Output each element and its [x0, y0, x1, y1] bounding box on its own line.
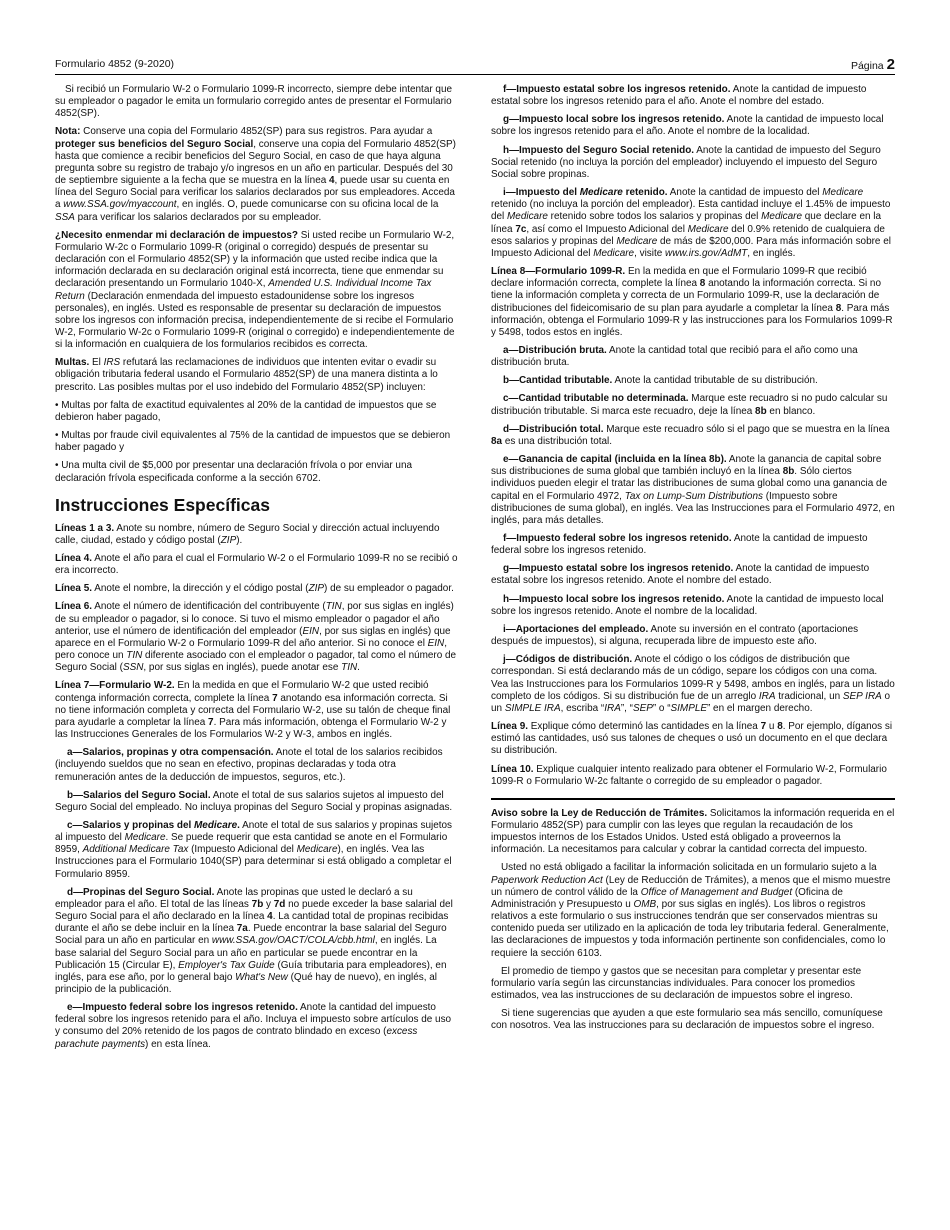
paragraph: a—Distribución bruta. Anote la cantidad total que recibió para el año como una distribución bruta. [491, 344, 858, 369]
paragraph: El promedio de tiempo y gastos que se necesitan para completar y presentar este formulario varía según las circunstancias individuales. Para conocer los promedios estimados, vea las instrucciones de su declaración de impuestos sobre el ingreso. [491, 965, 862, 1001]
bullet-item: • Multas por fraude civil equivalentes al 75% de la cantidad de impuestos que se debieron haber pagado y [55, 430, 451, 454]
paragraph: Línea 5. Anote el nombre, la dirección y el código postal (ZIP) de su empleador o pagador. [55, 583, 454, 595]
paragraph: Línea 4. Anote el año para el cual el Formulario W-2 o el Formulario 1099-R no se recibió o era incorrecto. [55, 553, 458, 577]
paragraph: Línea 10. Explique cualquier intento realizado para obtener el Formulario W-2, Formulario 1099-R o Formulario W-2c faltante o corregido de su empleador o pagador. [491, 763, 887, 787]
page-number: 2 [886, 56, 895, 73]
paragraph: j—Códigos de distribución. Anote el código o los códigos de distribución que correspondan. Si está declarando más de un código, separe los códigos con una coma. Vea las Instrucciones para los Formularios 1099-R y 5498, ambos en inglés, para un listado completo de los códigos. Si su distribución fue de un arreglo IRA tradicional, un SEP IRA o un SIMPLE IRA, escriba “IRA”, “SEP” o “SIMPLE” en el margen derecho. [491, 654, 895, 714]
paragraph: b—Cantidad tributable. Anote la cantidad tributable de su distribución. [503, 375, 818, 387]
left-column [55, 84, 458, 1057]
page-header [55, 56, 895, 75]
page-label: Página [850, 60, 884, 72]
paragraph: Usted no está obligado a facilitar la información solicitada en un formulario sujeto a la Paperwork Reduction Act (Ley de Reducción de Trámites), a menos que el mismo muestre un número de control válido de la Office of Management and Budget (Oficina de Administración y Presupuesto u OMB, por sus siglas en inglés). Los libros o registros relativos a este formulario o sus instrucciones tendrán que ser conservados mientras su contenido pueda ser utilizado en la aplicación de toda ley tributaria federal. Generalmente, las declaraciones de impuestos y toda información pertinente son confidenciales, como lo requiere la sección 6103. [491, 862, 891, 959]
paragraph: a—Salarios, propinas y otra compensación. Anote el total de los salarios recibidos (incluyendo sueldos que no sean en efectivo, propinas declaradas y toda otra remuneración antes de la deducción de impuestos, seguros, etc.). [55, 747, 443, 783]
paragraph: i—Aportaciones del empleado. Anote su inversión en el contrato (aportaciones después de impuestos), si alguna, recuperada libre de impuesto este año. [491, 623, 859, 648]
paragraph: Aviso sobre la Ley de Reducción de Trámites. Solicitamos la información requerida en el Formulario 4852(SP) para cumplir con las leyes que regulan la recaudación de los impuestos internos de los Estados Unidos. Usted está obligado a proveernos la información. La necesitamos para calcular y cobrar la cantidad correcta del impuesto. [491, 807, 895, 856]
paragraph: d—Distribución total. Marque este recuadro sólo si el pago que se muestra en la línea 8a es una distribución total. [491, 423, 890, 447]
paragraph: ¿Necesito enmendar mi declaración de impuestos? Si usted recibe un Formulario W-2, Formulario W-2c o Formulario 1099-R (original o corregido) después de presentar su declaración con el Formulario 4852(SP) y la información que usted recibe indica que la información declarada en su declaración original está incorrecta, tiene que enmendar su declaración presentando un Formulario 1040-X, Amended U.S. Individual Income Tax Return (Declaración enmendada del impuesto estadounidense sobre los ingresos personales), en inglés. Usted es responsable de presentar su declaración de impuestos sobre los ingresos con información precisa, independientemente de si recibe el Formulario W-2, Formulario W-2c o Formulario 1099-R (original o corregido) e independientemente de si la información en cualquiera de los formularios recibidos es correcta. [55, 229, 455, 351]
paragraph: f—Impuesto estatal sobre los ingresos retenido. Anote la cantidad de impuesto estatal sobre los ingresos retenido para el año. Anote el nombre del estado. [491, 84, 867, 108]
paragraph: b—Salarios del Seguro Social. Anote el total de sus salarios sujetos al impuesto del Seguro Social del empleado. No incluya propinas del Seguro Social y propinas asignadas. [55, 789, 453, 813]
paragraph: Línea 7—Formulario W-2. En la medida en que el Formulario W-2 que usted recibió contenga información correcta, complete la línea 7 anotando esa información correcta. Si no tiene información completa y correcta del Formulario W-2, use su talón de cheque final para ayudarle a completar la línea 7. Para más información, obtenga el Formulario W-2 y las Instrucciones Generales de los Formularios W-2 y W-3, ambos en inglés. [55, 680, 451, 741]
paragraph: g—Impuesto local sobre los ingresos retenido. Anote la cantidad de impuesto local sobre los ingresos retenido para el año. Anote el nombre de la localidad. [491, 114, 884, 138]
paragraph: i—Impuesto del Medicare retenido. Anote la cantidad de impuesto del Medicare retenido (no incluya la porción del empleador). Esta cantidad incluye el 1.45% de impuesto del Medicare retenido sobre todos los salarios y propinas del Medicare que declare en la línea 7c, así como el Impuesto Adicional del Medicare del 0.9% retenido de cualquiera de esos salarios y propinas del Medicare de más de $200,000. Para más información sobre el Impuesto Adicional del Medicare, visite www.irs.gov/AdMT, en inglés. [491, 187, 891, 259]
paragraph: Si recibió un Formulario W-2 o Formulario 1099-R incorrecto, siempre debe intentar que su empleador o pagador le emita un formulario corregido antes de presentar el Formulario 4852(SP). [55, 84, 452, 120]
paragraph: e—Impuesto federal sobre los ingresos retenido. Anote la cantidad del impuesto federal sobre los ingresos retenido para el año. Incluya el impuesto sobre artículos de uso y consumo del 20% retenido de los pagos de contrato blindado en exceso (excess parachute payments) en esta línea. [55, 1002, 452, 1050]
paragraph: c—Salarios y propinas del Medicare. Anote el total de sus salarios y propinas sujetos al impuesto del Medicare. Se puede requerir que esta cantidad se anote en el Formulario 8959, Additional Medicare Tax (Impuesto Adicional del Medicare), en inglés. Vea las Instrucciones para el Formulario 1040(SP) para determinar si está obligado a completar el Formulario 8959. [55, 819, 453, 880]
paragraph: Líneas 1 a 3. Anote su nombre, número de Seguro Social y dirección actual incluyendo calle, ciudad, estado y código postal (ZIP). [55, 522, 440, 546]
paragraph: Línea 8—Formulario 1099-R. En la medida en que el Formulario 1099-R que recibió declare información correcta, complete la línea 8 anotando la información correcta. Si no tiene la información completa y correcta de un Formulario 1099-R, use la declaración de distribuciones del fideicomisario de su plan para ayudarle a completar la línea 8. Para más información, obtenga el Formulario 1099-R y las instrucciones para los Formularios 1099-R y 5498, todos estos en inglés. [491, 266, 893, 338]
section-divider [491, 798, 895, 800]
bullet-item: • Multas por falta de exactitud equivalentes al 20% de la cantidad de impuestos que se debieron haber pagado, [55, 399, 437, 423]
paragraph: Nota: Conserve una copia del Formulario 4852(SP) para sus registros. Para ayudar a proteger sus beneficios del Seguro Social, conserve una copia del Formulario 4852(SP) hasta que comience a recibir beneficios del Seguro Social, en caso de que haya alguna pregunta sobre su registro de trabajo y/o ingresos en un año en particular. Después del 30 de septiembre siguiente a la fecha que se muestra en la línea 4, puede usar su cuenta en línea del Seguro Social para verificar los salarios declarados por sus empleadores. Acceda a www.SSA.gov/myaccount, en inglés. O, puede comunicarse con su oficina local de la SSA para verificar los salarios declarados por su empleador. [55, 126, 456, 223]
paragraph: c—Cantidad tributable no determinada. Marque este recuadro si no pudo calcular su distribución tributable. Si marca este recuadro, deje la línea 8b en blanco. [491, 393, 888, 417]
paragraph: g—Impuesto estatal sobre los ingresos retenido. Anote la cantidad de impuesto estatal sobre los ingresos retenido. Anote el nombre del estado. [491, 563, 870, 587]
right-column [491, 84, 895, 1038]
paragraph: Multas. El IRS refutará las reclamaciones de individuos que intenten evitar o evadir su obligación tributaria federal usando el Formulario 4852(SP) de una manera distinta a lo prescrito. Las posibles multas por el uso indebido del Formulario 4852(SP) incluyen: [55, 357, 438, 393]
paragraph: Línea 6. Anote el número de identificación del contribuyente (TIN, por sus siglas en inglés) de su empleador o pagador, si lo conoce. Si tuvo el mismo empleador o pagador el año anterior, use el número de identificación del empleador (EIN, por sus siglas en inglés) que aparece en el Formulario W-2 o Formulario 1099-R del año anterior. Si no conoce el EIN, pero conoce un TIN diferente asociado con el empleador o pagador, tal como el número de Seguro Social (SSN, por sus siglas en inglés), puede anotar ese TIN. [55, 601, 457, 674]
form-title: Formulario 4852 (9-2020) [55, 58, 175, 70]
paragraph: h—Impuesto del Seguro Social retenido. Anote la cantidad de impuesto del Seguro Social retenido (no incluya la porción del empleador) incluyendo el impuesto del Seguro Social sobre propinas. [491, 144, 881, 180]
paragraph: e—Ganancia de capital (incluida en la línea 8b). Anote la ganancia de capital sobre sus distribuciones de suma global que también incluyó en la línea 8b. Sólo ciertos individuos pueden elegir el tratar las distribuciones de suma global como una ganancia de capital en el Formulario 4972, Tax on Lump-Sum Distributions (Impuesto sobre distribuciones de suma global), en inglés. Vea las Instrucciones para el Formulario 4972, en inglés, para más detalles. [491, 454, 895, 526]
bullet-item: • Una multa civil de $5,000 por presentar una declaración frívola o por enviar una declaración frívola especificada conforme a la sección 6702. [55, 460, 413, 484]
paragraph: Si tiene sugerencias que ayuden a que este formulario sea más sencillo, comuníquese con nosotros. Vea las instrucciones para su declaración de impuestos sobre el ingreso. [491, 1008, 883, 1032]
section-heading: Instrucciones Específicas [55, 494, 270, 515]
page-number-block [851, 56, 895, 73]
paragraph: Línea 9. Explique cómo determinó las cantidades en la línea 7 u 8. Por ejemplo, díganos si estimó las cantidades, usó sus talones de cheques o usó un documento en el que declara su distribución. [491, 721, 893, 757]
paragraph: f—Impuesto federal sobre los ingresos retenido. Anote la cantidad de impuesto federal sobre los ingresos retenido. [491, 533, 868, 557]
paragraph: d—Propinas del Seguro Social. Anote las propinas que usted le declaró a su empleador para el año. El total de las líneas 7b y 7d no puede exceder la base salarial del Seguro Social para el año declarado en la línea 4. La cantidad total de propinas recibidas durante el año se debe incluir en la línea 7a. Puede encontrar la base salarial del Seguro Social para un año en particular en www.SSA.gov/OACT/COLA/cbb.html, en inglés. La base salarial del Seguro Social para un año en particular se puede encontrar en la Publicación 15 (Circular E), Employer's Tax Guide (Guía tributaria para empleadores), en inglés, para ese año, por lo general bajo What's New (Qué hay de nuevo), en inglés, al principio de la publicación. [55, 886, 453, 995]
paragraph: h—Impuesto local sobre los ingresos retenido. Anote la cantidad de impuesto local sobre los ingresos retenido. Anote el nombre de la localidad. [491, 593, 884, 617]
